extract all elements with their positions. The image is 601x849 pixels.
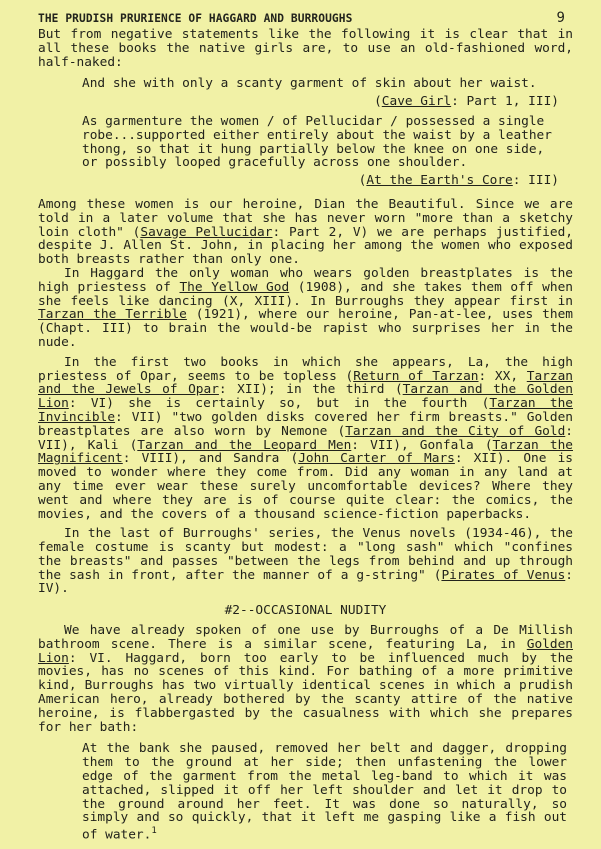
quote-cave-girl: [82, 77, 567, 109]
section-heading: #2--OCCASIONAL NUDITY: [224, 603, 387, 619]
footnote-marker: 1: [151, 826, 157, 837]
cited-title: John Carter of Mars: [298, 451, 455, 467]
quote-text: As garmenture the women / of Pellucidar / possessed a single robe...supported either entirely about the waist by a leather thong, so that it hung partially below the knee on one side, or possibly looped gracefully across one shoulder.: [82, 113, 552, 171]
quote-citation: (Cave Girl: Part 1, III): [374, 94, 559, 110]
cited-title: The Yellow God: [179, 279, 290, 295]
cited-title: Tarzan and the Golden Lion: [38, 382, 573, 412]
cited-title: Tarzan the Magnificent: [38, 437, 573, 467]
cited-title: At the Earth's Core: [366, 173, 513, 189]
quote-text: At the bank she paused, removed her belt and dagger, dropping them to the ground at her side; then unfastening the lower edge of the garment from the metal leg-band to which it was attached, slipped it off her left shoulder and let it drop to the ground around her feet. It was done so naturally, so simply and so quickly, that it left me gasping like a fish out of water.: [82, 741, 567, 843]
quote-citation: (At the Earth's Core: III): [358, 173, 559, 189]
cited-title: Golden Lion: [38, 636, 573, 666]
quote-bath: [82, 742, 567, 842]
cited-title: Cave Girl: [381, 94, 452, 110]
header-title: THE PRUDISH PRURIENCE OF HAGGARD AND BURROUGHS: [38, 12, 353, 25]
cited-title: Tarzan and the Leopard Men: [137, 437, 352, 453]
paragraph-la-opar: In the first two books in which she appears, La, the high priestess of Opar, seems to be topless (Return of Tarzan: XX, Tarzan and the Jewels of Opar: XII); in the third (Tarzan and the Golden Lion: VI) she is certainly so, but in the fourth (Tarzan the Invincible: VII) "two golden disks covered her firm breasts." Golden breastplates are also worn by Nemone (Tarzan and the City of Gold: VII), Kali (Tarzan and the Leopard Men: VII), Gonfala (Tarzan the Magnificent: VIII), and Sandra (John Carter of Mars: XII). One is moved to wonder where they come from. Did any woman in any land at any time ever wear these surely uncomfortable devices? Where they went and where they are is of course quite clear: the comics, the movies, and the covers of a thousand science-fiction paperbacks.: [38, 354, 573, 522]
cited-title: Tarzan the Invincible: [38, 396, 573, 425]
paragraph-breastplates: In Haggard the only woman who wears golden breastplates is the high priestess of The Yellow God (1908), and she takes them off when she feels like dancing (X, XIII). In Burroughs they appear first in Tarzan the Terrible (1921), where our heroine, Pan-at-lee, uses them (Chapt. III) to brain the would-be rapist who surprises her in the nude.: [38, 265, 574, 350]
running-header: [38, 12, 573, 26]
paragraph-venus: In the last of Burroughs' series, the Venus novels (1934-46), the female costume is scanty but modest: a "long sash" which "confines the breasts" and passes "between the legs from behind and up through the sash in front, after the manner of a g-string" (Pirates of Venus: IV).: [38, 526, 573, 597]
paragraph-intro: But from negative statements like the following it is clear that in all these books the native girls are, to use an old-fashioned word, half-naked:: [38, 27, 573, 70]
paragraph-dian: Among these women is our heroine, Dian the Beautiful. Since we are told in a later volume that she has never worn "more than a sketchy loin cloth" (Savage Pellucidar: Part 2, V) we are perhaps justified, despite J. Allen St. John, in placing her among the women who exposed both breasts rather than only one.: [38, 196, 573, 268]
cited-title: Pirates of Venus: [441, 567, 566, 583]
quote-earths-core: [82, 115, 567, 188]
quote-text: And she with only a scanty garment of skin about her waist.: [82, 76, 537, 92]
cited-title: Return of Tarzan: [353, 368, 479, 384]
cited-title: Tarzan the Terrible: [38, 307, 187, 323]
page-number: 9: [556, 10, 565, 26]
paragraph-nudity: We have already spoken of one use by Burroughs of a De Millish bathroom scene. There is a similar scene, featuring La, in Golden Lion: VI. Haggard, born too early to be influenced much by the movies, has no scenes of this kind. For bathing of a more primitive kind, Burroughs has two virtually identical scenes in which a prudish American hero, already bothered by the scanty attire of the native heroine, is flabbergasted by the casualness with which she prepares for her bath:: [38, 623, 573, 735]
cited-title: Tarzan and the City of Gold: [345, 423, 566, 439]
cited-title: Tarzan and the Jewels of Opar: [38, 368, 573, 398]
cited-title: Savage Pellucidar: [140, 224, 273, 240]
